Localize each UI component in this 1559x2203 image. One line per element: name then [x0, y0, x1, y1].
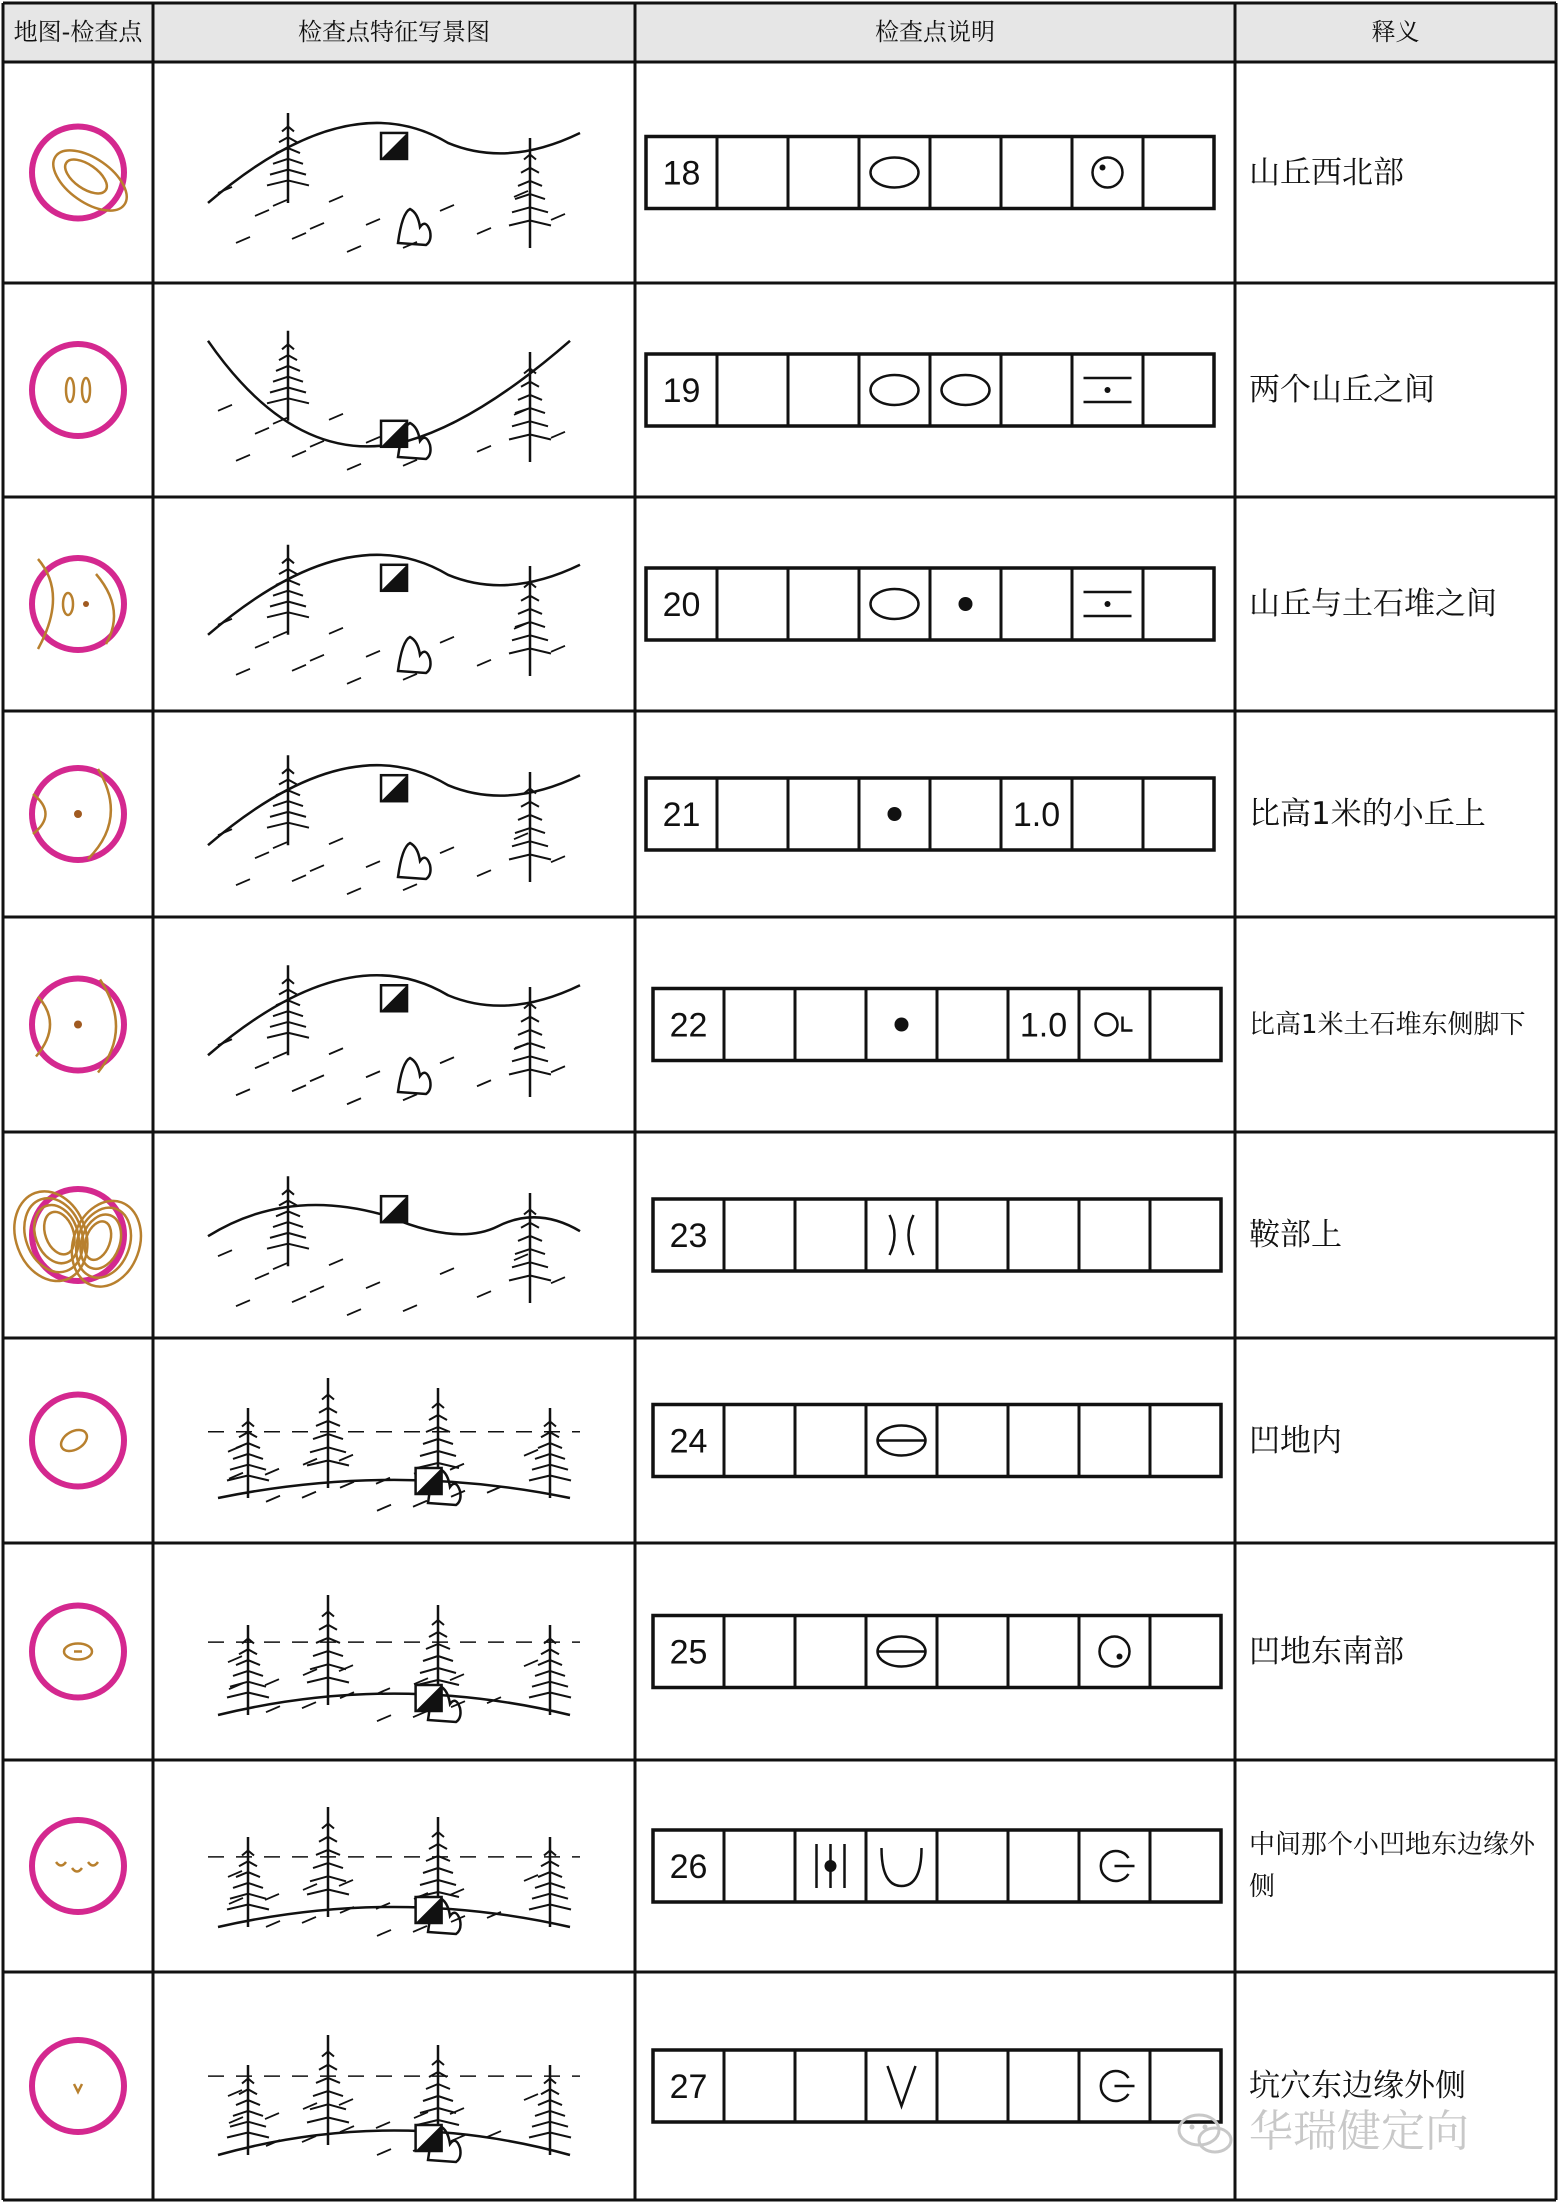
depression-icon — [878, 1637, 926, 1667]
control-number: 22 — [669, 1006, 708, 1045]
header-3: 检查点说明 — [875, 18, 995, 46]
map-control-symbol — [32, 127, 137, 223]
meaning-text: 比高1米土石堆东侧脚下 — [1249, 1009, 1526, 1040]
feature-sketch — [208, 1176, 580, 1315]
stone-pile-icon — [959, 597, 973, 611]
feature-sketch — [208, 331, 570, 470]
watermark-text: 华瑞健定向 — [1249, 2106, 1469, 2157]
table-row — [2, 1176, 1221, 1315]
table-row — [32, 113, 1214, 252]
between-icon — [1084, 378, 1132, 402]
description-boxes — [653, 2050, 1221, 2122]
feature-sketch — [208, 1595, 580, 1722]
control-number: 20 — [662, 586, 701, 624]
feature-sketch — [208, 545, 580, 684]
nw-part-icon — [1093, 158, 1123, 188]
description-boxes — [646, 137, 1214, 209]
description-boxes — [653, 1830, 1221, 1902]
control-number: 23 — [669, 1217, 708, 1255]
control-number: 27 — [669, 2068, 708, 2106]
table-row — [32, 331, 1214, 470]
table-row — [32, 1378, 1221, 1511]
control-number: 18 — [662, 154, 701, 193]
saddle-icon — [890, 1215, 914, 1255]
map-control-symbol — [32, 558, 124, 650]
feature-sketch — [208, 113, 580, 252]
feature-sketch — [208, 755, 580, 894]
small-depression-icon — [882, 1848, 922, 1886]
map-control-symbol — [32, 344, 124, 436]
description-boxes — [653, 1199, 1221, 1271]
table-row — [32, 1807, 1221, 1936]
height-value: 1.0 — [1012, 796, 1061, 834]
meaning-text: 凹地东南部 — [1249, 1633, 1404, 1670]
description-boxes — [653, 1616, 1221, 1688]
depression-icon — [878, 1426, 926, 1456]
wechat-icon — [1175, 2112, 1235, 2156]
description-boxes — [646, 778, 1214, 850]
east-edge-icon — [1101, 2071, 1135, 2101]
stone-pile-icon — [888, 807, 902, 821]
knoll-icon — [871, 158, 919, 188]
middle-icon — [817, 1844, 845, 1888]
pit-icon — [888, 2066, 916, 2106]
between-icon — [1084, 592, 1132, 616]
table-row — [32, 545, 1214, 684]
meaning-text: 比高1米的小丘上 — [1249, 796, 1486, 832]
description-boxes — [646, 568, 1214, 640]
map-control-symbol — [32, 979, 124, 1073]
feature-sketch — [208, 965, 580, 1104]
map-control-symbol — [32, 1606, 124, 1698]
feature-sketch — [208, 1807, 580, 1936]
map-control-symbol — [32, 1820, 124, 1912]
map-control-symbol — [32, 2040, 124, 2132]
table-row — [32, 1595, 1221, 1722]
meaning-text: 中间那个小凹地东边缘外侧 — [1249, 1830, 1536, 1902]
map-control-symbol — [32, 768, 124, 860]
meaning-text: 坑穴东边缘外侧 — [1249, 2068, 1466, 2104]
description-boxes — [653, 1405, 1221, 1477]
control-number: 19 — [662, 372, 701, 410]
meaning-text: 山丘与土石堆之间 — [1249, 586, 1497, 622]
table-row — [32, 755, 1214, 894]
east-foot-icon — [1096, 1014, 1133, 1036]
control-number: 26 — [669, 1848, 708, 1886]
meaning-text: 两个山丘之间 — [1249, 372, 1435, 408]
east-edge-icon — [1101, 1851, 1135, 1881]
feature-sketch — [208, 1378, 580, 1511]
height-value: 1.0 — [1019, 1006, 1068, 1045]
meaning-text: 凹地内 — [1249, 1422, 1342, 1459]
control-number: 21 — [662, 796, 701, 834]
map-control-symbol — [2, 1181, 152, 1296]
knoll-icon — [871, 589, 919, 619]
table-row — [32, 2035, 1221, 2162]
meaning-text: 山丘西北部 — [1249, 154, 1404, 191]
stone-pile-icon — [895, 1018, 909, 1032]
knoll-icon — [871, 375, 919, 405]
description-boxes — [646, 354, 1214, 426]
header-1: 地图-检查点 — [13, 18, 143, 46]
table-row — [32, 965, 1221, 1104]
description-boxes — [653, 989, 1221, 1061]
control-number: 24 — [669, 1422, 708, 1461]
se-part-icon — [1100, 1637, 1130, 1667]
header-2: 检查点特征写景图 — [298, 18, 490, 46]
feature-sketch — [208, 2035, 580, 2162]
knoll-icon — [942, 375, 990, 405]
control-number: 25 — [669, 1633, 708, 1672]
meaning-text: 鞍部上 — [1249, 1217, 1342, 1253]
map-control-symbol — [32, 1395, 124, 1487]
header-4: 释义 — [1371, 18, 1420, 46]
